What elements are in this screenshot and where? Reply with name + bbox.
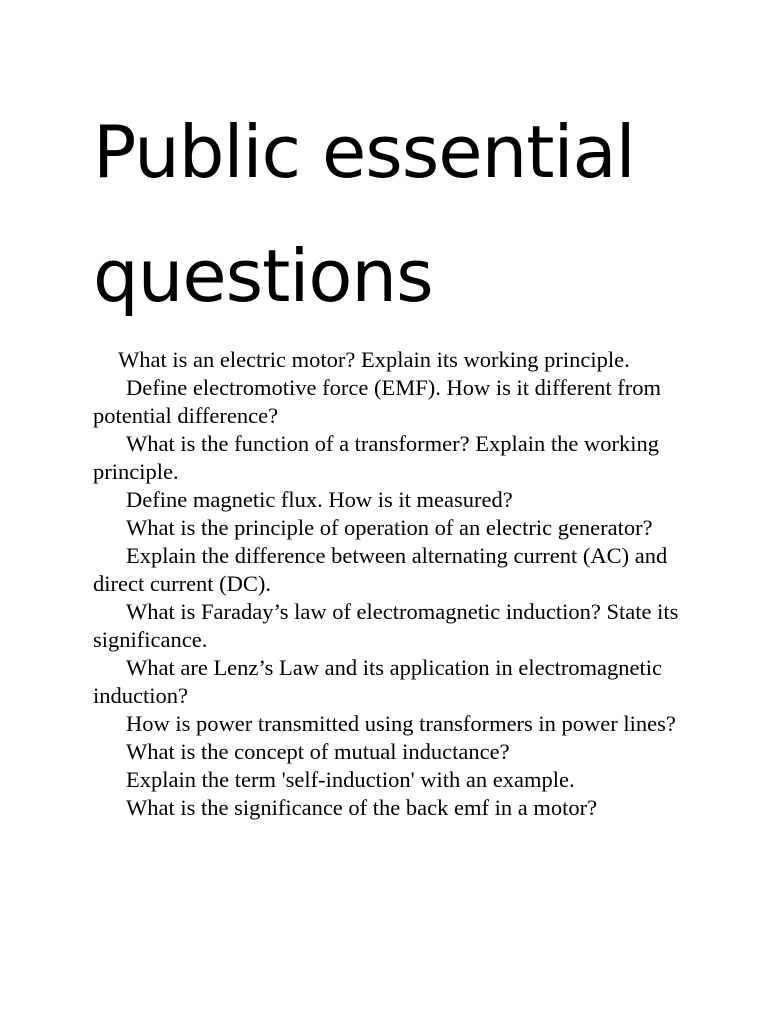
question-item: What is the function of a transformer? Explain the working principle. (93, 431, 659, 484)
question-item: What is the significance of the back emf in a motor? (126, 795, 598, 820)
question-item: How is power transmitted using transformers in power lines? (126, 711, 676, 736)
question-item: What is Faraday’s law of electromagnetic induction? State its significance. (93, 599, 679, 652)
question-item: Define magnetic flux. How is it measured? (126, 487, 513, 512)
question-item: Explain the difference between alternating current (AC) and direct current (DC). (93, 543, 668, 596)
question-item: Explain the term 'self-induction' with an example. (126, 767, 575, 792)
question-item: What are Lenz’s Law and its application in electromagnetic induction? (93, 655, 663, 708)
question-list (93, 346, 683, 822)
question-item: Define electromotive force (EMF). How is it different from potential difference? (93, 375, 662, 428)
question-item: What is the concept of mutual inductance? (126, 739, 510, 764)
page-title: Public essential questions (93, 110, 635, 318)
question-item: What is the principle of operation of an electric generator? (126, 515, 653, 540)
question-item: What is an electric motor? Explain its working principle. (118, 347, 630, 372)
